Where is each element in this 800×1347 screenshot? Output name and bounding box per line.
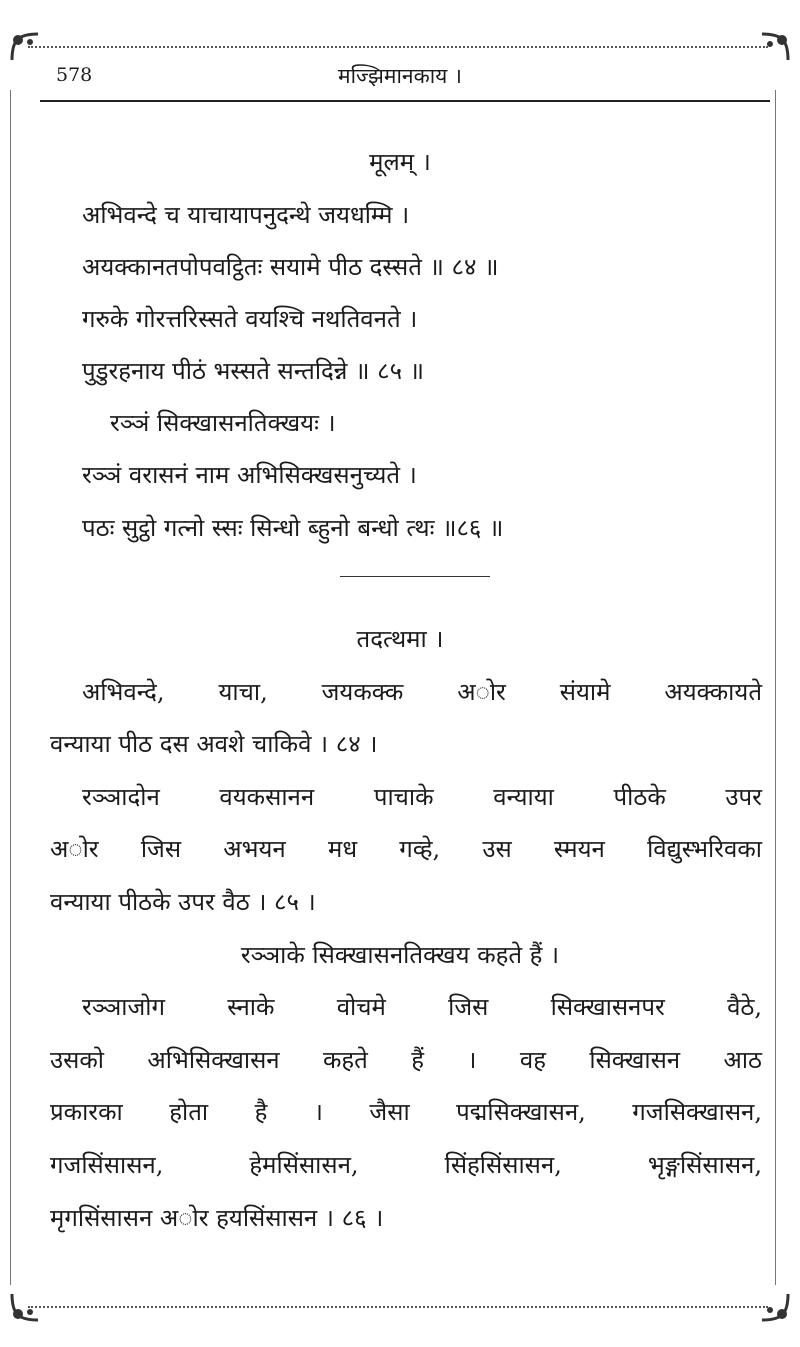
prose-line: रञ्ञाजोग स्नाके वोचमे जिस सिक्खासनपर वैठे, [82,993,762,1021]
border-left [10,90,11,1285]
corner-ornament-icon [758,1290,792,1324]
prose-line: रञ्ञाके सिक्खासनतिक्खय कहते हैं । [240,941,560,969]
verse-line: रञ्ञं सिक्खासनतिक्खयः । [110,409,336,437]
prose-line: अभिवन्दे, याचा, जयकक्क अोर संयामे अयक्कायते [82,678,762,706]
prose-heading: तदत्थमा । [356,625,444,653]
ornamental-border-top [28,46,768,48]
prose-line: वन्याया पीठ दस अवशे चाकिवे । ८४ । [50,730,378,758]
running-title: मज्झिमानकाय । [338,64,462,88]
prose-line: अोर जिस अभयन मध गव्हे, उस स्मयन विद्युस्भरिवका [50,835,762,863]
prose-line: उसको अभिसिक्खासन कहते हैं । वह सिक्खासन आठ [50,1046,762,1074]
prose-line: गजसिंसासन, हेमसिंसासन, सिंहसिंसासन, भृङ्गसिंसासन, [50,1151,762,1179]
verse-line: गरुके गोरत्तरिस्सते वयश्चि नथतिवनते । [82,305,418,333]
prose-line: वन्याया पीठके उपर वैठ । ८५ । [50,888,316,916]
verse-line: अभिवन्दे च याचायापनुदन्थे जयधम्मि । [82,201,410,229]
corner-ornament-icon [758,30,792,64]
prose-line: मृगसिंसासन अोर हयसिंसासन । ८६ । [50,1204,384,1232]
header-rule [40,100,770,102]
corner-ornament-icon [8,30,42,64]
verse-line: अयक्कानतपोपवट्ठितः सयामे पीठ दस्सते ॥ ८४ ॥ [82,253,499,281]
ornamental-border-bottom [28,1306,768,1308]
border-right [775,90,776,1285]
page-header [0,62,800,92]
prose-line: प्रकारका होता है । जैसा पद्मसिक्खासन, गजसिक्खासन, [50,1098,762,1126]
section-divider [340,576,490,577]
page-number: 578 [56,64,93,86]
verse-heading: मूलम् । [369,148,431,176]
verse-line: पठः सुट्ठो गत्नो स्सः सिन्धो ब्हुनो बन्धो त्थः ॥८६ ॥ [82,514,504,542]
corner-ornament-icon [8,1290,42,1324]
prose-line: रञ्ञादोन वयकसानन पाचाके वन्याया पीठके उपर [82,783,762,811]
verse-line: रञ्ञं वरासनं नाम अभिसिक्खसनुच्यते । [82,461,417,489]
verse-line: पुडुरहनाय पीठं भस्सते सन्तदिन्ने ॥ ८५ ॥ [82,357,425,385]
